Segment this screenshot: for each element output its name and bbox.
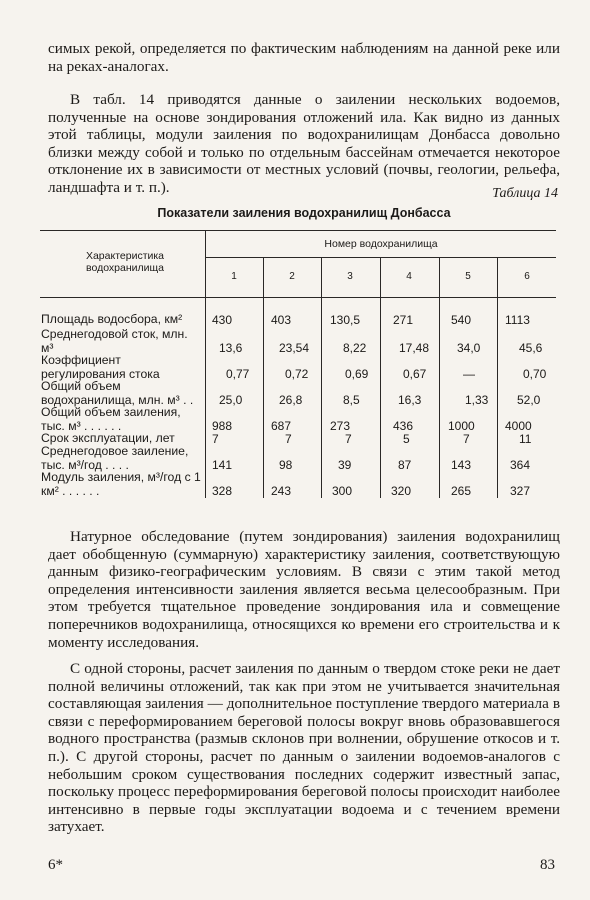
table-cell: 327	[510, 484, 531, 498]
table-cell: 25,0	[219, 393, 243, 407]
table-cell: 5	[403, 432, 410, 446]
page-number: 83	[540, 857, 555, 873]
table-cell: 0,69	[345, 367, 369, 381]
column-number: 4	[406, 271, 412, 282]
col-divider	[263, 257, 264, 498]
table-cell: 988	[212, 419, 233, 433]
header-reservoir-number: Номер водохранилища	[324, 238, 438, 250]
table-cell: 0,77	[226, 367, 250, 381]
table-cell: 364	[510, 458, 531, 472]
row-label: Площадь водосбора, км²	[41, 312, 183, 326]
column-number: 6	[524, 271, 530, 282]
table-cell: 687	[271, 419, 292, 433]
row-label: Модуль заиления, м³/год с 1 км² . . . . . .	[41, 470, 201, 498]
paragraph-table-intro: В табл. 14 приводятся данные о заилении нескольких водоемов, полученные на основе зондирования отложений ила. Как видно из данных этой таблицы, модули заиления по водохранилищам Донбасса довольно близки между собой и только по отдельным бассейнам отмечается некоторое отклонение их в зависимости от местных условий (почвы, геологии, рельефа, ландшафта и т. п.).	[48, 91, 560, 196]
column-number: 5	[465, 271, 471, 282]
table-cell: 7	[345, 432, 352, 446]
table-cell: 141	[212, 458, 233, 472]
row-label: Среднегодовое заиление, тыс. м³/год . . . .	[41, 444, 189, 472]
table-cell: 271	[393, 313, 414, 327]
table-cell: 0,67	[403, 367, 427, 381]
table-cell: 7	[212, 432, 219, 446]
table-title: Показатели заиления водохранилищ Донбасса	[157, 206, 451, 220]
table-top-rule	[40, 230, 556, 231]
signature-mark: 6*	[48, 857, 63, 873]
table-cell: 7	[285, 432, 292, 446]
table-cell: 17,48	[399, 341, 430, 355]
row-label: Срок эксплуатации, лет	[41, 431, 175, 445]
table-cell: 26,8	[279, 393, 303, 407]
row-label: Общий объем заиления, тыс. м³ . . . . . .	[41, 405, 181, 433]
col-divider	[205, 230, 206, 498]
table-cell: 34,0	[457, 341, 481, 355]
col-divider	[321, 257, 322, 498]
table-cell: 130,5	[330, 313, 361, 327]
table-cell: 1,33	[465, 393, 489, 407]
col-divider	[497, 257, 498, 498]
table-cell: 273	[330, 419, 351, 433]
paragraph-calculation: С одной стороны, расчет заиления по данным о твердом стоке реки не дает полной величины отложений, так как при этом не учитывается значительная составляющая заиления — дополнительное поступление твердого материала в связи с переформированием береговой полосы вокруг вновь образовавшегося водного пространства (размыв склонов при волнении, обрушение откосов и т. п.). С другой стороны, расчет по данным о заилении водоемов-аналогов с небольшим сроком существования последних содержит известный запас, поскольку процесс переформирования береговой полосы происходит наиболее интенсивно в первые годы эксплуатации водоема и с течением времени затухает.	[48, 660, 560, 836]
table-cell: 87	[398, 458, 412, 472]
table-cell: 403	[271, 313, 292, 327]
table-cell: 1113	[505, 313, 530, 327]
table-cell: 45,6	[519, 341, 543, 355]
table-cell: 13,6	[219, 341, 243, 355]
table-cell: 4000	[505, 419, 532, 433]
table-cell: 143	[451, 458, 472, 472]
col-divider	[380, 257, 381, 498]
row-label: Коэффициент регулирования стока	[41, 353, 160, 381]
table-cell: 11	[519, 432, 532, 446]
table-cell: 52,0	[517, 393, 541, 407]
table-cell: 98	[279, 458, 293, 472]
column-number: 3	[347, 271, 353, 282]
table-cell: —	[463, 367, 475, 381]
table-header-bottom-rule	[40, 297, 556, 298]
table-cell: 430	[212, 313, 233, 327]
column-number: 1	[231, 271, 237, 282]
paragraph-sounding: Натурное обследование (путем зондирования) заиления водохранилищ дает обобщенную (суммарную) характеристику заиления, соответствующую данным физико-географическим условиям. В связи с этим такой метод определения интенсивности заиления является весьма целесообразным. При этом требуется тщательное проведение зондирования ила и совмещение поперечников водохранилища, относящихся ко времени его строительства и к моменту исследования.	[48, 528, 560, 651]
table-cell: 23,54	[279, 341, 310, 355]
header-characteristic: Характеристика водохранилища	[85, 250, 165, 274]
row-label: Среднегодовой сток, млн. м³	[41, 327, 188, 355]
table-label: Таблица 14	[492, 186, 558, 201]
paragraph-continuation: симых рекой, определяется по фактическим наблюдениям на данной реке или на реках-аналогах.	[48, 40, 560, 75]
table-cell: 540	[451, 313, 472, 327]
table-cell: 1000	[448, 419, 475, 433]
table-cell: 16,3	[398, 393, 422, 407]
table-cell: 300	[332, 484, 353, 498]
table-cell: 0,72	[285, 367, 309, 381]
table-cell: 328	[212, 484, 233, 498]
table-cell: 436	[393, 419, 414, 433]
table-cell: 39	[338, 458, 352, 472]
table-cell: 243	[271, 484, 292, 498]
table-cell: 0,70	[523, 367, 547, 381]
column-number: 2	[289, 271, 295, 282]
row-label: Общий объем водохранилища, млн. м³ . .	[41, 379, 194, 407]
table-cell: 8,22	[343, 341, 367, 355]
col-divider	[439, 257, 440, 498]
table-cell: 265	[451, 484, 472, 498]
table-cell: 8,5	[343, 393, 360, 407]
table-cell: 7	[463, 432, 470, 446]
table-cell: 320	[391, 484, 412, 498]
